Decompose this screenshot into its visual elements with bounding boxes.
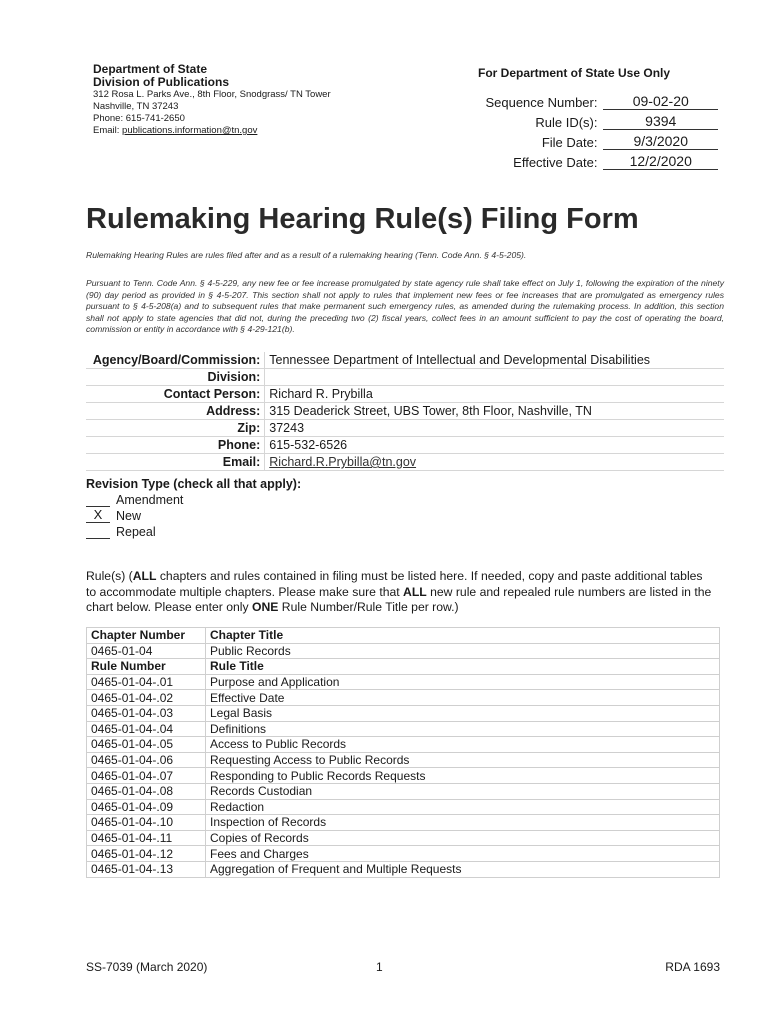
state-use-fields [478, 90, 718, 170]
page-number: 1 [376, 960, 383, 974]
rule-title-cell: Records Custodian [206, 783, 720, 799]
revision-option-repeal[interactable] [86, 523, 301, 539]
department-city: Nashville, TN 37243 [93, 101, 179, 112]
zip-label: Zip: [86, 420, 265, 437]
chapter-number-header: Chapter Number [87, 628, 206, 644]
fee-notice: Pursuant to Tenn. Code Ann. § 4-5-229, any new fee or fee increase promulgated by state agency rule shall take effect on July 1, following the expiration of the ninety (90) day period as provided in § 4-5-207. This section shall not apply to rules that implement new fees or fee increases that are promulgated as emergency rules pursuant to § 4-5-208(a) and to subsequent rules that make permanent such emergency rules, as amended during the rulemaking process. In addition, this section shall not apply to state agencies that did not, during the preceding two (2) fiscal years, collect fees in an amount sufficient to pay the cost of operating the board, commission or entity in accordance with § 4-29-121(b). [86, 278, 724, 334]
department-address: 312 Rosa L. Parks Ave., 8th Floor, Snodgrass/ TN Tower [93, 89, 331, 100]
rule-title-cell: Legal Basis [206, 705, 720, 721]
revision-type-section [86, 477, 301, 539]
revision-checkbox-new[interactable]: X [86, 508, 110, 523]
zip-value: 37243 [265, 420, 724, 437]
agency-value: Tennessee Department of Intellectual and Developmental Disabilities [265, 352, 724, 369]
rules-instr-part-1: Rule(s) ( [86, 569, 133, 583]
file-date-value: 9/3/2020 [603, 133, 718, 150]
division-name: Division of Publications [93, 75, 230, 89]
revision-type-heading: Revision Type (check all that apply): [86, 477, 302, 491]
agency-label: Agency/Board/Commission: [86, 352, 265, 369]
rules-instr-part-2: chapters and rules contained in filing must be listed here. If needed, copy and paste additional tables to accommodate multiple chapters. Please make sure that [86, 569, 703, 599]
division-label: Division: [86, 369, 265, 386]
table-row [87, 861, 720, 877]
department-email-label: Email: [93, 125, 123, 136]
rda-number: RDA 1693 [665, 960, 720, 974]
rule-number-cell: 0465-01-04-.02 [87, 690, 206, 706]
contact-label: Contact Person: [86, 386, 265, 403]
phone-label: Phone: [86, 437, 265, 454]
table-row [87, 768, 720, 784]
sequence-number-value: 09-02-20 [603, 93, 718, 110]
revision-checkbox-repeal[interactable] [86, 538, 110, 539]
rule-number-cell: 0465-01-04-.12 [87, 846, 206, 862]
email-row [86, 454, 724, 471]
table-row [87, 783, 720, 799]
revision-label-repeal: Repeal [116, 525, 156, 539]
rule-title-cell: Copies of Records [206, 830, 720, 846]
table-row [87, 799, 720, 815]
rule-title-cell: Inspection of Records [206, 815, 720, 831]
department-email-link[interactable]: publications.information@tn.gov [122, 125, 258, 136]
page-title: Rulemaking Hearing Rule(s) Filing Form [86, 203, 639, 235]
rule-title-cell: Effective Date [206, 690, 720, 706]
address-value: 315 Deaderick Street, UBS Tower, 8th Floor, Nashville, TN [265, 403, 724, 420]
department-name: Department of State [93, 62, 208, 76]
rules-instr-bold-2: ALL [403, 584, 427, 599]
revision-option-amendment[interactable] [86, 491, 301, 507]
rules-instr-bold-3: ONE [251, 600, 279, 614]
chapter-row [87, 643, 720, 659]
effective-date-label: Effective Date: [513, 155, 598, 170]
rule-title-cell: Responding to Public Records Requests [206, 768, 720, 784]
rule-number-cell: 0465-01-04-.04 [87, 721, 206, 737]
rule-title-cell: Definitions [206, 721, 720, 737]
contact-row [86, 386, 724, 403]
rule-number-cell: 0465-01-04-.09 [87, 799, 206, 815]
rule-number-cell: 0465-01-04-.05 [87, 737, 206, 753]
chapter-number-cell: 0465-01-04 [87, 643, 206, 659]
revision-option-new[interactable] [86, 507, 301, 523]
email-link[interactable]: Richard.R.Prybilla@tn.gov [269, 455, 417, 469]
sequence-number-label: Sequence Number: [485, 95, 598, 110]
file-date-row [478, 130, 718, 150]
intro-note: Rulemaking Hearing Rules are rules filed after and as a result of a rulemaking hearing (Tenn. Code Ann. § 4-5-205). [86, 250, 527, 260]
address-row [86, 403, 724, 420]
rules-instructions [86, 569, 716, 616]
rule-number-cell: 0465-01-04-.06 [87, 752, 206, 768]
department-phone: Phone: 615-741-2650 [93, 113, 185, 124]
rule-title-cell: Aggregation of Frequent and Multiple Requests [206, 861, 720, 877]
chapter-header-row [87, 628, 720, 644]
rule-number-cell: 0465-01-04-.07 [87, 768, 206, 784]
email-label: Email: [86, 454, 265, 471]
rules-instr-part-4: Rule Number/Rule Title per row.) [278, 600, 459, 614]
table-row [87, 815, 720, 831]
agency-row [86, 352, 724, 369]
chapter-title-cell: Public Records [206, 643, 720, 659]
rule-number-cell: 0465-01-04-.11 [87, 830, 206, 846]
rule-number-cell: 0465-01-04-.08 [87, 783, 206, 799]
sequence-number-row [478, 90, 718, 110]
rule-number-cell: 0465-01-04-.01 [87, 674, 206, 690]
rules-table [86, 627, 720, 878]
rules-instr-bold-1: ALL [132, 569, 157, 583]
division-row [86, 369, 724, 386]
table-row [87, 705, 720, 721]
file-date-label: File Date: [541, 135, 598, 150]
rules-instr-part-3: new rule and repealed rule numbers are listed in the chart below. Please enter only [86, 584, 712, 614]
rule-id-row [478, 110, 718, 130]
rule-number-cell: 0465-01-04-.10 [87, 815, 206, 831]
rule-id-label: Rule ID(s): [535, 115, 598, 130]
agency-info-table [86, 352, 724, 471]
revision-label-amendment: Amendment [116, 493, 184, 507]
phone-value: 615-532-6526 [265, 437, 724, 454]
zip-row [86, 420, 724, 437]
effective-date-row [478, 150, 718, 170]
department-block [93, 63, 423, 137]
rule-title-header: Rule Title [206, 659, 720, 675]
rule-title-cell: Access to Public Records [206, 737, 720, 753]
revision-label-new: New [116, 509, 142, 523]
table-row [87, 830, 720, 846]
table-row [87, 737, 720, 753]
rule-title-cell: Redaction [206, 799, 720, 815]
table-row [87, 721, 720, 737]
rule-number-cell: 0465-01-04-.13 [87, 861, 206, 877]
rule-title-cell: Requesting Access to Public Records [206, 752, 720, 768]
table-row [87, 674, 720, 690]
form-number: SS-7039 (March 2020) [86, 960, 208, 974]
department-email-line [93, 125, 423, 137]
rule-title-cell: Purpose and Application [206, 674, 720, 690]
division-value [265, 369, 724, 386]
table-row [87, 690, 720, 706]
rule-number-cell: 0465-01-04-.03 [87, 705, 206, 721]
chapter-title-header: Chapter Title [206, 628, 720, 644]
contact-value: Richard R. Prybilla [265, 386, 724, 403]
address-label: Address: [86, 403, 265, 420]
rule-id-value: 9394 [603, 113, 718, 130]
table-row [87, 846, 720, 862]
effective-date-value: 12/2/2020 [603, 153, 718, 170]
rule-header-row [87, 659, 720, 675]
table-row [87, 752, 720, 768]
state-use-title: For Department of State Use Only [478, 66, 671, 80]
rule-number-header: Rule Number [87, 659, 206, 675]
phone-row [86, 437, 724, 454]
rule-title-cell: Fees and Charges [206, 846, 720, 862]
